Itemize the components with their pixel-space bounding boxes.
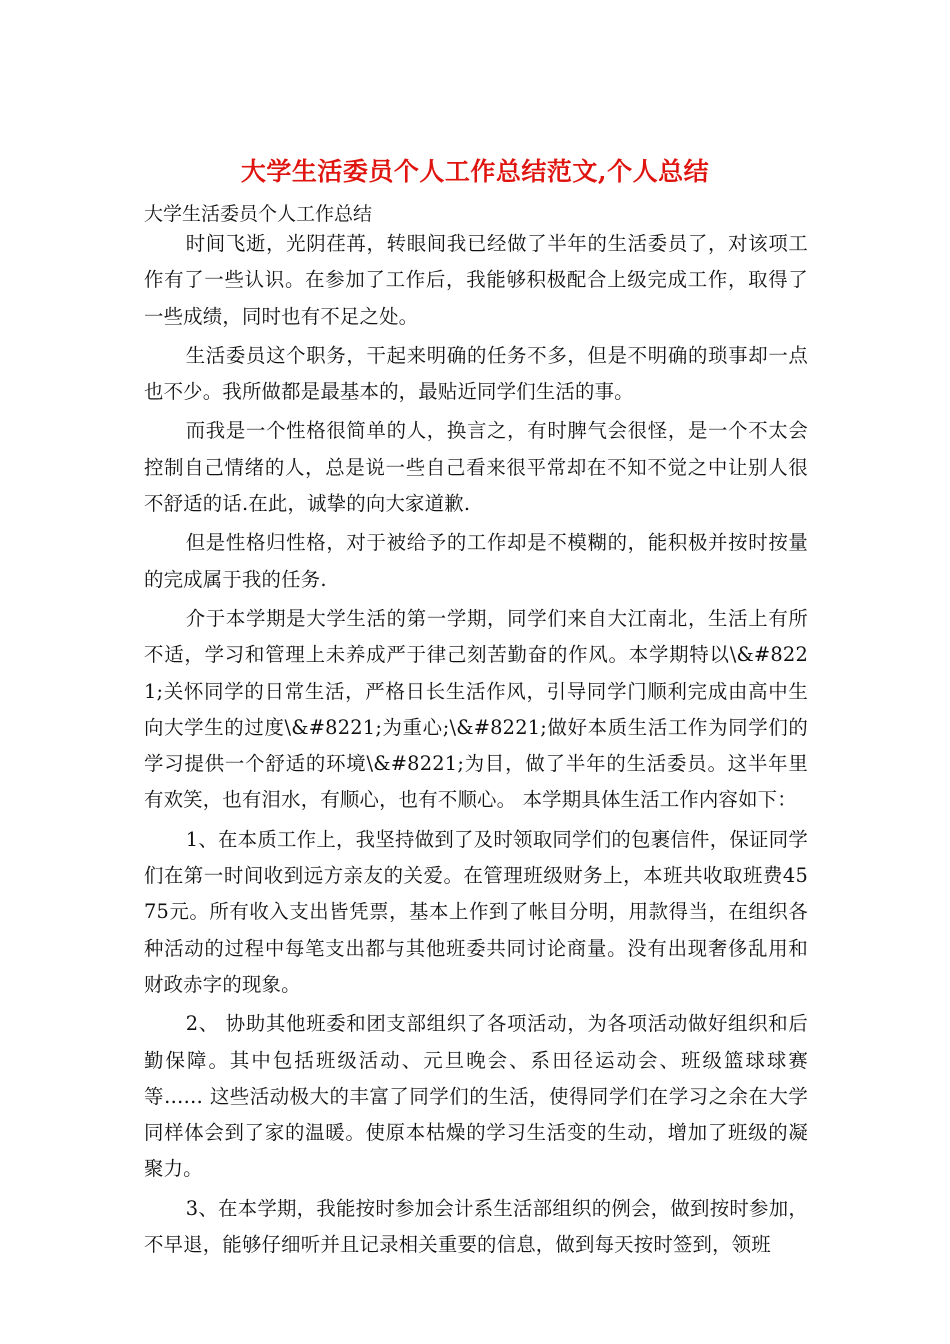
document-title: 大学生活委员个人工作总结范文,个人总结 — [240, 157, 710, 186]
paragraph: 生活委员这个职务，干起来明确的任务不多，但是不明确的琐事却一点也不少。我所做都是最基本的，最贴近同学们生活的事。 — [144, 343, 808, 404]
paragraph: 而我是一个性格很简单的人，换言之，有时脾气会很怪，是一个不太会控制自己情绪的人，总是说一些自己看来很平常却在不知不觉之中让别人很不舒适的话.在此，诚挚的向大家道歉. — [144, 419, 808, 516]
paragraph: 介于本学期是大学生活的第一学期，同学们来自大江南北，生活上有所不适，学习和管理上未养成严于律己刻苦勤奋的作风。本学期特以\&#8221;关怀同学的日常生活，严格日长生活作风，引导同学门顺利完成由高中生向大学生的过度\&#8221;为重心;\&#8221;做好本质生活工作为同学们的学习提供一个舒适的环境\&#8221;为目，做了半年的生活委员。这半年里有欢笑，也有泪水，有顺心，也有不顺心。 本学期具体生活工作内容如下： — [144, 606, 808, 812]
document-body — [144, 226, 808, 1266]
paragraph: 但是性格归性格，对于被给予的工作却是不模糊的，能积极并按时按量的完成属于我的任务. — [144, 531, 808, 591]
paragraph: 时间飞逝，光阴荏苒，转眼间我已经做了半年的生活委员了，对该项工作有了一些认识。在参加了工作后，我能够积极配合上级完成工作，取得了一些成绩，同时也有不足之处。 — [144, 232, 808, 328]
paragraph: 2、 协助其他班委和团支部组织了各项活动，为各项活动做好组织和后勤保障。其中包括班级活动、元旦晚会、系田径运动会、班级篮球球赛等…… 这些活动极大的丰富了同学们的生活，使得同学们在学习之余在大学同样体会到了家的温暖。使原本枯燥的学习生活变的生动，增加了班级的凝聚力。 — [144, 1012, 808, 1181]
paragraph: 3、在本学期，我能按时参加会计系生活部组织的例会，做到按时参加，不早退，能够仔细听并且记录相关重要的信息，做到每天按时签到，领班 — [144, 1196, 808, 1257]
paragraph: 1、在本质工作上，我坚持做到了及时领取同学们的包裹信件，保证同学们在第一时间收到远方亲友的关爱。在管理班级财务上，本班共收取班费4575元。所有收入支出皆凭票，基本上作到了帐目分明，用款得当，在组织各种活动的过程中每笔支出都与其他班委共同讨论商量。没有出现奢侈乱用和财政赤字的现象。 — [144, 827, 808, 996]
document-subtitle: 大学生活委员个人工作总结 — [144, 203, 373, 225]
